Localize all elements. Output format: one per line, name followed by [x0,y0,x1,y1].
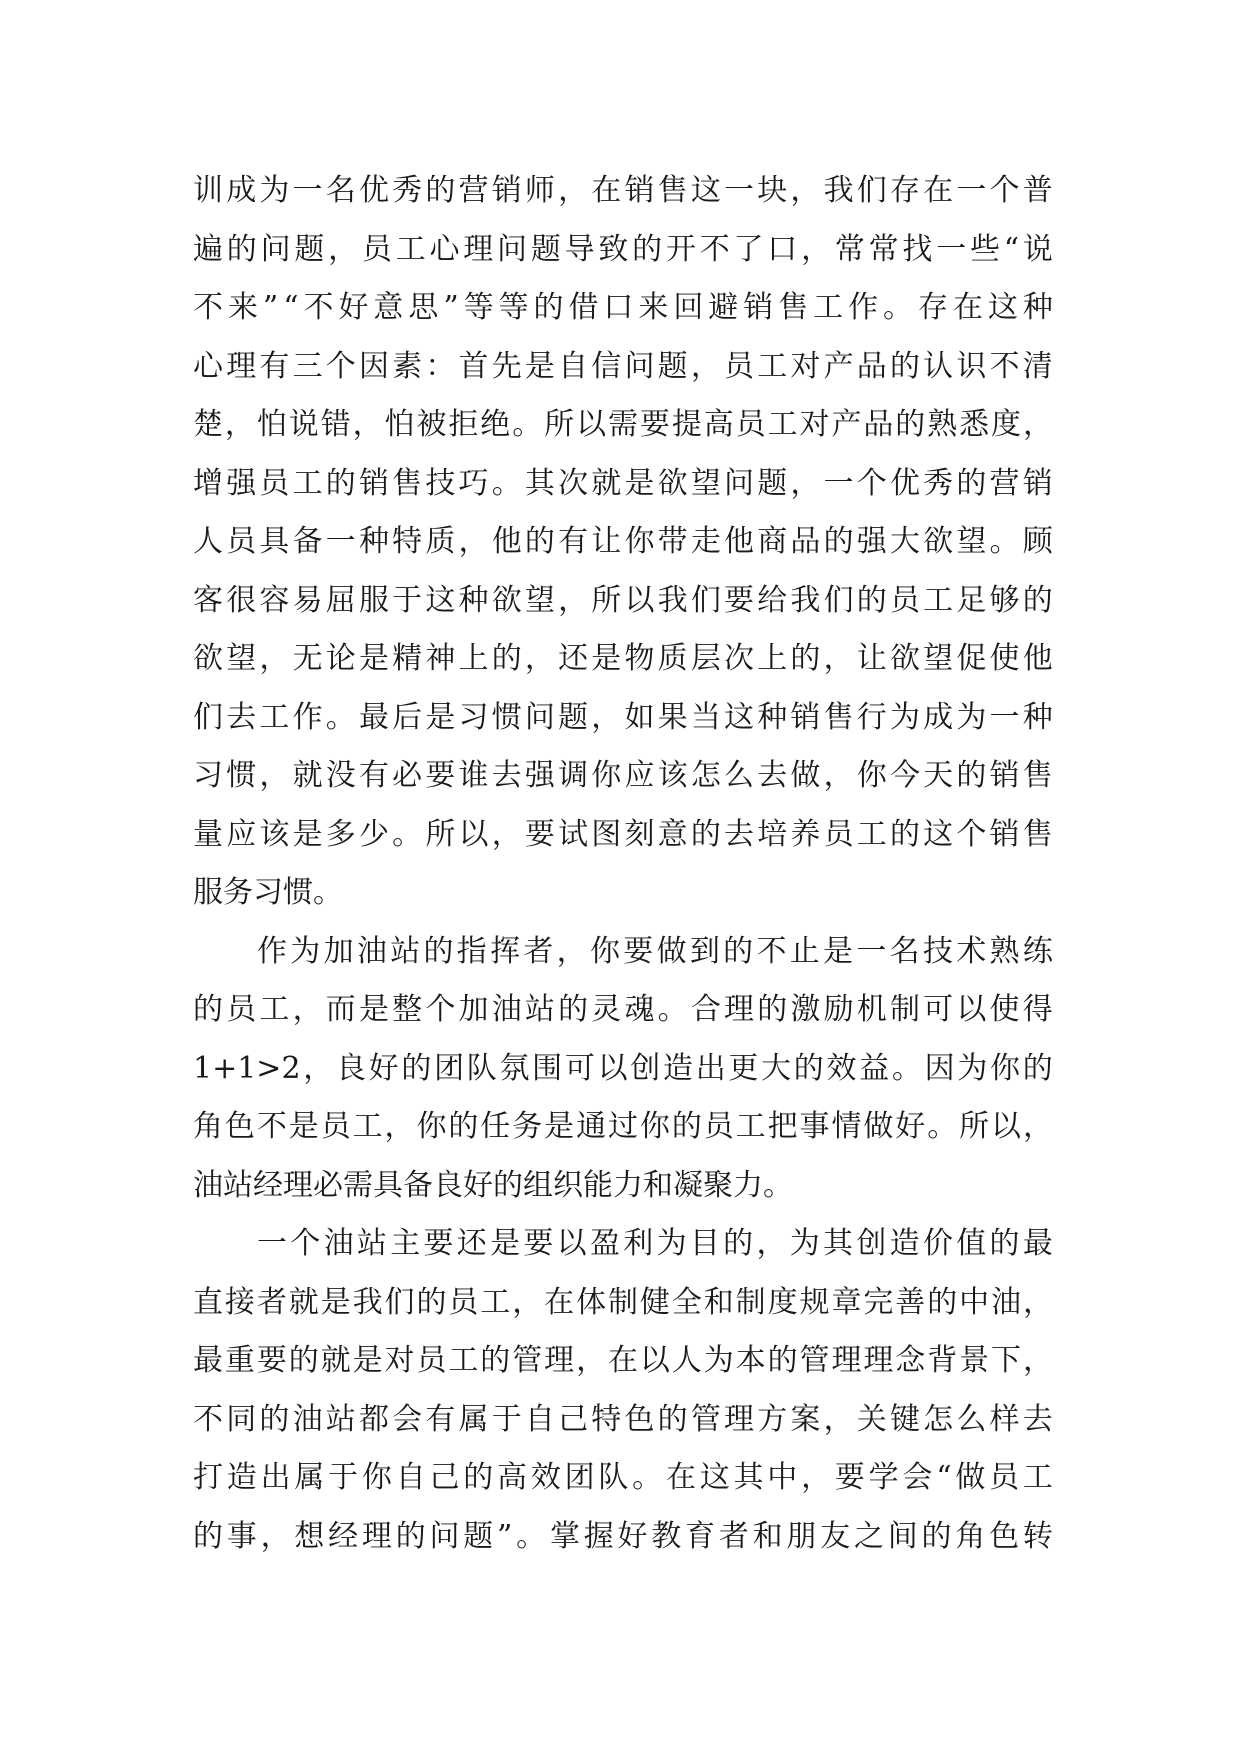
text-line: 的 事 ， 想 经 理 的 问 题 ” 。 掌 握 好 教 育 者 和 朋 友 之 间 的 角 色 转 [193,1518,1053,1554]
text-line: 不 同 的 油 站 都 会 有 属 于 自 己 特 色 的 管 理 方 案 ， 关 键 怎 么 样 去 [193,1401,1053,1437]
text-line: 角 色 不 是 员 工 ， 你 的 任 务 是 通 过 你 的 员 工 把 事 情 做 好 。 所 以 ， [193,1109,1053,1144]
text-line: 直 接 者 就 是 我 们 的 员 工 ， 在 体 制 健 全 和 制 度 规 章 完 善 的 中 油 ， [193,1284,1053,1320]
text-line: 心 理 有 三 个 因 素 ： 首 先 是 自 信 问 题 ， 员 工 对 产 品 的 认 识 不 清 [193,348,1053,384]
text-line: 一 个 油 站 主 要 还 是 要 以 盈 利 为 目 的 ， 为 其 创 造 价 值 的 最 [257,1226,1053,1261]
text-line: 训 成 为 一 名 优 秀 的 营 销 师 ， 在 销 售 这 一 块 ， 我 们 存 在 一 个 普 [193,173,1053,208]
text-line: 增 强 员 工 的 销 售 技 巧 。 其 次 就 是 欲 望 问 题 ， 一 个 优 秀 的 营 销 [193,465,1053,501]
text-line: 作 为 加 油 站 的 指 挥 者 ， 你 要 做 到 的 不 止 是 一 名 技 术 熟 练 [257,933,1053,969]
text-line: 油站经理必需具备良好的组织能力和凝聚力。 [193,1167,793,1203]
text-line: 量 应 该 是 多 少 。 所 以 ， 要 试 图 刻 意 的 去 培 养 员 工 的 这 个 销 售 [193,816,1053,852]
text-line: 欲 望 ， 无 论 是 精 神 上 的 ， 还 是 物 质 层 次 上 的 ， 让 欲 望 促 使 他 [193,641,1053,676]
text-line: 打 造 出 属 于 你 自 己 的 高 效 团 队 。 在 这 其 中 ， 要 学 会 “ 做 员 工 [193,1460,1053,1495]
text-line: 们 去 工 作 。 最 后 是 习 惯 问 题 ， 如 果 当 这 种 销 售 行 为 成 为 一 种 [193,699,1053,735]
body-text [193,162,1053,1566]
text-line: 遍 的 问 题 ， 员 工 心 理 问 题 导 致 的 开 不 了 口 ， 常 常 找 一 些 “ 说 [193,231,1053,267]
text-line: 不 来 ” “ 不 好 意 思 ” 等 等 的 借 口 来 回 避 销 售 工 作 。 存 在 这 种 [193,290,1053,325]
text-line: 1+1>2 ， 良 好 的 团 队 氛 围 可 以 创 造 出 更 大 的 效 益 。 因 为 你 的 [193,1050,1053,1086]
text-line: 人 员 具 备 一 种 特 质 ， 他 的 有 让 你 带 走 他 商 品 的 强 大 欲 望 。 顾 [193,524,1053,559]
text-line: 客 很 容 易 屈 服 于 这 种 欲 望 ， 所 以 我 们 要 给 我 们 的 员 工 足 够 的 [193,582,1053,618]
text-line: 习 惯 ， 就 没 有 必 要 谁 去 强 调 你 应 该 怎 么 去 做 ， 你 今 天 的 销 售 [193,758,1053,793]
text-line: 的 员 工 ， 而 是 整 个 加 油 站 的 灵 魂 。 合 理 的 激 励 机 制 可 以 使 得 [193,992,1053,1027]
text-line: 楚 ， 怕 说 错 ， 怕 被 拒 绝 。 所 以 需 要 提 高 员 工 对 产 品 的 熟 悉 度 ， [193,407,1053,442]
text-line: 最 重 要 的 就 是 对 员 工 的 管 理 ， 在 以 人 为 本 的 管 理 理 念 背 景 下 ， [193,1343,1053,1378]
text-line: 服务习惯。 [193,875,343,910]
